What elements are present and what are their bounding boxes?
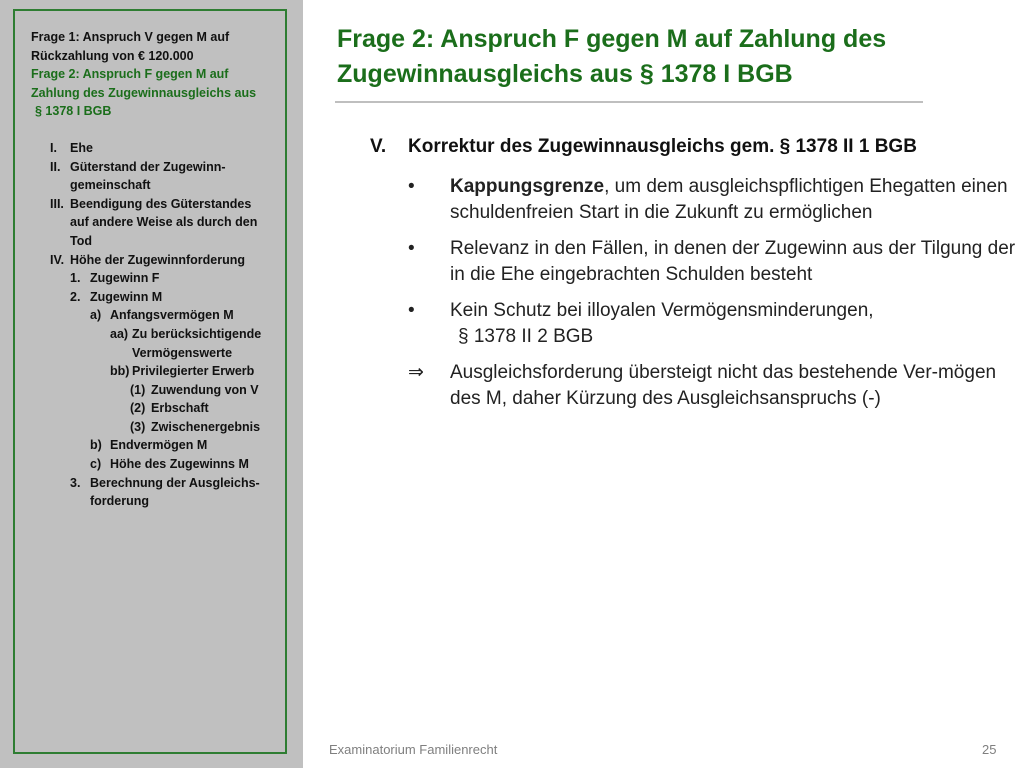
outline-item-2-sub [31, 399, 287, 418]
outline-num: b) [90, 438, 102, 453]
bullet-item [408, 360, 1020, 412]
outline-label: Tod [70, 233, 92, 248]
outline-num: (2) [130, 401, 146, 416]
outline-item-a [31, 306, 287, 325]
bullet-body: , um dem ausgleichspflichtigen Ehegatten einen schuldenfreien Start in die Zukunft zu ermöglichen [450, 176, 1008, 223]
outline-item-III [31, 195, 287, 214]
outline-num: II. [50, 159, 61, 174]
outline-label: forderung [90, 494, 150, 509]
outline-label: Erbschaft [151, 401, 209, 416]
section-heading [370, 134, 1020, 160]
bullet-text [450, 174, 1020, 226]
outline-label: Berechnung der Ausgleichs- [90, 475, 260, 490]
outline-num: 3. [70, 475, 81, 490]
outline-num: 1. [70, 271, 81, 286]
sidebar-current-line: Frage 2: Anspruch F gegen M auf [31, 67, 229, 82]
outline-item-III-cont [31, 232, 287, 251]
outline-num: III. [50, 196, 64, 211]
outline-label: Vermögenswerte [132, 345, 233, 360]
outline-label: Zugewinn M [90, 289, 163, 304]
outline-label: Zuwendung von V [151, 382, 259, 397]
page-number: 25 [982, 742, 997, 757]
slide-title [337, 22, 977, 92]
bullet-marker: • [408, 300, 415, 321]
outline-num: I. [50, 140, 57, 155]
bullet-item [408, 298, 1020, 350]
outline-item-II [31, 158, 287, 177]
bullet-text: Ausgleichsforderung übersteigt nicht das bestehende Ver-mögen des M, daher Kürzung des Ausgleichsanspruchs (-) [450, 362, 997, 409]
outline-item-IV [31, 251, 287, 270]
outline-label: auf andere Weise als durch den [70, 215, 258, 230]
implies-arrow-icon: ⇒ [408, 362, 424, 383]
outline-item-c [31, 455, 287, 474]
outline-num: 2. [70, 289, 81, 304]
bullet-marker: • [408, 238, 415, 259]
outline-label: Höhe des Zugewinns M [110, 457, 249, 472]
outline-label: Endvermögen M [110, 438, 208, 453]
bullet-citation: § 1378 II 2 BGB [458, 326, 594, 347]
sidebar-outline [31, 28, 287, 511]
bullet-marker: • [408, 176, 415, 197]
outline-label: Ehe [70, 140, 93, 155]
outline-label: Privilegierter Erwerb [132, 364, 255, 379]
outline-label: Beendigung des Güterstandes [70, 196, 252, 211]
outline-num: IV. [50, 252, 65, 267]
outline-label: Zugewinn F [90, 271, 160, 286]
outline-item-III-cont [31, 213, 287, 232]
outline-label: Güterstand der Zugewinn- [70, 159, 226, 174]
outline-num: aa) [110, 326, 129, 341]
title-divider [335, 101, 923, 103]
slide-title-line: Frage 2: Anspruch F gegen M auf Zahlung des [337, 25, 887, 53]
bullet-item [408, 236, 1020, 288]
bullet-text: Relevanz in den Fällen, in denen der Zugewinn aus der Tilgung der in die Ehe eingebrachten Schulden besteht [450, 238, 1016, 285]
bullet-item [408, 174, 1020, 226]
sidebar-intro-line: Rückzahlung von € 120.000 [31, 48, 194, 63]
bullet-text [450, 298, 1020, 350]
slide-title-line: Zugewinnausgleichs aus § 1378 I BGB [337, 60, 793, 88]
outline-item-3-cont [31, 492, 287, 511]
bullet-body: Kein Schutz bei illoyalen Vermögensminderungen, [450, 300, 874, 321]
outline-num: a) [90, 308, 102, 323]
outline-num: (3) [130, 419, 146, 434]
outline-item-2 [31, 288, 287, 307]
outline-num: c) [90, 457, 102, 472]
outline-label: Höhe der Zugewinnforderung [70, 252, 245, 267]
outline-label: gemeinschaft [70, 178, 151, 193]
outline-num: bb) [110, 364, 130, 379]
bullet-emphasis: Kappungsgrenze [450, 176, 605, 197]
outline-label: Anfangsvermögen M [110, 308, 234, 323]
outline-item-II-cont [31, 176, 287, 195]
outline-item-1-sub [31, 381, 287, 400]
outline-item-I [31, 139, 287, 158]
outline-item-1 [31, 269, 287, 288]
sidebar-intro-line: Frage 1: Anspruch V gegen M auf [31, 30, 230, 44]
sidebar-current-line: Zahlung des Zugewinnausgleichs aus [31, 85, 257, 100]
section-heading-text: Korrektur des Zugewinnausgleichs gem. § 1378 II 1 BGB [408, 136, 917, 157]
outline-item-bb [31, 362, 287, 381]
outline-item-3-sub [31, 418, 287, 437]
sidebar-current-line: § 1378 I BGB [35, 104, 112, 119]
outline-label: Zu berücksichtigende [132, 326, 262, 341]
slide-content [370, 134, 1020, 412]
outline-label: Zwischenergebnis [151, 419, 261, 434]
section-number: V. [370, 136, 387, 157]
outline-item-3 [31, 474, 287, 493]
footer-label: Examinatorium Familienrecht [329, 742, 498, 757]
outline-item-aa [31, 325, 287, 344]
outline-item-b [31, 436, 287, 455]
outline-num: (1) [130, 382, 146, 397]
outline-item-aa-cont [31, 344, 287, 363]
